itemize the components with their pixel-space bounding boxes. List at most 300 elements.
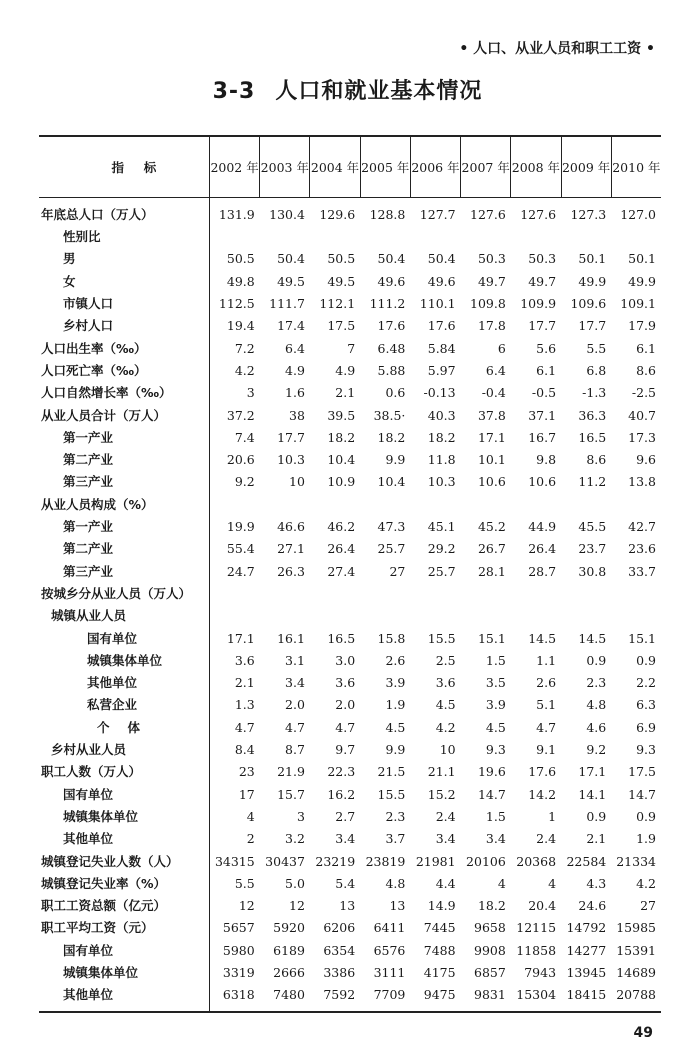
value-cell: 8.6 [636, 362, 656, 378]
value-cell: 3.4 [485, 831, 506, 847]
value-cell [210, 226, 260, 248]
value-cell: 0.9 [586, 808, 607, 824]
value-cell: 6.8 [586, 362, 607, 378]
value-cell: 17.3 [628, 429, 656, 445]
value-cell: 109.9 [520, 296, 557, 312]
value-cell: 2666 [273, 964, 305, 980]
value-cell: 26.4 [327, 541, 356, 557]
value-cell: 9908 [474, 942, 506, 958]
table-row [39, 695, 661, 717]
value-cell: 4.7 [210, 717, 260, 739]
value-cell: 27 [640, 898, 656, 914]
value-cell: 40.3 [427, 407, 456, 423]
table-row [39, 226, 661, 248]
value-cell: 6857 [474, 964, 506, 980]
value-cell [410, 494, 460, 516]
value-cell [360, 226, 410, 248]
value-cell: 2 [210, 828, 260, 850]
table-row [39, 628, 661, 650]
value-cell: 129.6 [319, 206, 356, 222]
value-cell: 111.2 [369, 296, 406, 312]
value-cell: 4.9 [285, 362, 305, 378]
table-row [39, 427, 661, 449]
value-cell: 9831 [461, 984, 511, 1011]
value-cell: 19.4 [210, 315, 260, 337]
value-cell: 16.5 [578, 429, 607, 445]
value-cell [210, 583, 260, 605]
value-cell: 2.5 [435, 652, 456, 668]
value-cell: 49.5 [327, 273, 356, 289]
value-cell: -1.3 [582, 385, 607, 401]
value-cell: 6411 [373, 920, 406, 936]
value-cell: 23819 [365, 853, 406, 869]
value-cell: 23219 [315, 853, 356, 869]
value-cell: 14.7 [628, 786, 656, 802]
data-table [39, 135, 661, 1013]
value-cell: 10.4 [327, 452, 356, 468]
value-cell: 1.9 [636, 831, 656, 847]
value-cell: 50.3 [528, 251, 557, 267]
table-row [39, 472, 661, 494]
table-number: 3-3 [212, 79, 256, 104]
value-cell: 50.3 [477, 251, 506, 267]
value-cell: 46.6 [277, 519, 305, 535]
table-row [39, 293, 661, 315]
value-cell: 3.5 [485, 675, 506, 691]
value-cell: 10.1 [477, 452, 506, 468]
value-cell: 55.4 [210, 538, 260, 560]
value-cell: 9.1 [536, 742, 557, 758]
value-cell: 7709 [360, 984, 410, 1011]
value-cell: 14.9 [427, 898, 456, 914]
table-row [39, 516, 661, 538]
value-cell: 14.7 [477, 786, 506, 802]
table-row [39, 198, 661, 227]
value-cell: 3111 [373, 964, 406, 980]
value-cell: 17.5 [628, 764, 656, 780]
row-label: 其他单位 [63, 831, 114, 847]
value-cell [260, 605, 310, 627]
value-cell: 49.5 [277, 273, 305, 289]
value-cell: 46.2 [327, 519, 356, 535]
value-cell: 20.6 [210, 449, 260, 471]
value-cell: 17.7 [578, 318, 607, 334]
running-header: • 人口、从业人员和职工工资 • [459, 41, 655, 57]
value-cell: 7445 [423, 920, 456, 936]
row-label: 乡村从业人员 [51, 742, 127, 758]
value-cell: 47.3 [377, 519, 406, 535]
value-cell: 3.9 [485, 697, 506, 713]
value-cell: 38 [289, 407, 305, 423]
value-cell: 21.9 [277, 764, 305, 780]
value-cell: 9.9 [385, 452, 406, 468]
value-cell: 4.7 [536, 719, 557, 735]
value-cell [410, 583, 460, 605]
value-cell: 3 [296, 808, 305, 824]
value-cell: 3.7 [385, 831, 406, 847]
value-cell: 49.9 [578, 273, 607, 289]
row-label: 第二产业 [63, 452, 114, 468]
value-cell: 14.2 [528, 786, 557, 802]
value-cell: 6206 [323, 920, 356, 936]
value-cell: 3.0 [335, 652, 356, 668]
value-cell: 10.6 [528, 474, 557, 490]
value-cell: 18.2 [427, 429, 456, 445]
value-cell: 17.5 [327, 318, 356, 334]
value-cell [210, 605, 260, 627]
table-row [39, 784, 661, 806]
value-cell: 4 [497, 875, 506, 891]
value-cell: 15391 [616, 942, 656, 958]
year-header: 2010 年 [611, 136, 661, 198]
value-cell [611, 494, 661, 516]
value-cell: 22.3 [327, 764, 356, 780]
value-cell: 49.8 [210, 271, 260, 293]
value-cell: 2.6 [536, 675, 557, 691]
row-label: 城镇集体单位 [63, 964, 139, 980]
table-row [39, 271, 661, 293]
value-cell: 6 [497, 340, 506, 356]
value-cell: 6318 [210, 984, 260, 1011]
value-cell: 10 [289, 474, 305, 490]
value-cell: 45.5 [578, 519, 607, 535]
value-cell [511, 494, 561, 516]
row-label: 个体 [97, 719, 159, 735]
value-cell: 10.3 [427, 474, 456, 490]
value-cell: 3.4 [285, 675, 305, 691]
value-cell: 2.0 [285, 697, 305, 713]
value-cell [260, 494, 310, 516]
value-cell: 15985 [616, 920, 656, 936]
table-row [39, 605, 661, 627]
value-cell [461, 226, 511, 248]
value-cell [410, 226, 460, 248]
value-cell: 8.7 [285, 742, 305, 758]
value-cell: 20.4 [528, 898, 557, 914]
value-cell [310, 605, 360, 627]
value-cell: 16.1 [277, 630, 305, 646]
value-cell: 14.1 [578, 786, 607, 802]
row-label: 职工平均工资（元） [41, 920, 154, 936]
value-cell: 20368 [516, 853, 557, 869]
value-cell [461, 583, 511, 605]
value-cell: 14.5 [528, 630, 557, 646]
value-cell: 2.1 [586, 831, 607, 847]
value-cell: 6189 [273, 942, 305, 958]
value-cell: 20788 [611, 984, 661, 1011]
value-cell [360, 605, 410, 627]
value-cell: 19.9 [210, 516, 260, 538]
row-label: 年底总人口（万人） [41, 206, 154, 222]
year-header: 2003 年 [260, 136, 310, 198]
value-cell: 0.9 [636, 652, 656, 668]
value-cell: 5.5 [586, 340, 607, 356]
row-label: 从业人员合计（万人） [41, 407, 167, 423]
value-cell: 12 [289, 898, 305, 914]
value-cell: 38.5· [373, 407, 406, 423]
row-label: 第三产业 [63, 563, 114, 579]
value-cell: 27.1 [277, 541, 305, 557]
value-cell: 6354 [323, 942, 356, 958]
value-cell [511, 226, 561, 248]
value-cell: 17.9 [628, 318, 656, 334]
value-cell: 10.9 [327, 474, 356, 490]
value-cell: 4 [548, 875, 557, 891]
value-cell: 0.9 [636, 808, 656, 824]
value-cell: 7 [347, 340, 356, 356]
value-cell: 109.1 [620, 296, 656, 312]
value-cell: 3.2 [285, 831, 305, 847]
value-cell [561, 583, 611, 605]
value-cell [260, 226, 310, 248]
value-cell: 5.5 [210, 873, 260, 895]
value-cell: 9.7 [335, 742, 356, 758]
value-cell: 109.8 [470, 296, 506, 312]
value-cell: 50.1 [628, 251, 656, 267]
value-cell: 2.2 [636, 675, 656, 691]
value-cell: 4.5 [385, 719, 406, 735]
value-cell: 2.3 [586, 675, 607, 691]
value-cell: 14792 [566, 920, 607, 936]
value-cell: 18.2 [477, 898, 506, 914]
table-row [39, 449, 661, 471]
row-label: 人口自然增长率（‰） [41, 385, 172, 401]
value-cell: 29.2 [427, 541, 456, 557]
value-cell: 5657 [210, 918, 260, 940]
value-cell: 3.4 [335, 831, 356, 847]
value-cell: 15.8 [377, 630, 406, 646]
table-title: 人口和就业基本情况 [275, 79, 483, 104]
row-label: 女 [63, 273, 76, 289]
value-cell: 27 [389, 563, 406, 579]
value-cell: 15.1 [628, 630, 656, 646]
value-cell: 3.6 [210, 650, 260, 672]
value-cell [310, 583, 360, 605]
value-cell: 21.1 [427, 764, 456, 780]
table-row [39, 583, 661, 605]
value-cell: 6.4 [485, 362, 506, 378]
value-cell: 6.4 [285, 340, 305, 356]
value-cell: 13.8 [628, 474, 656, 490]
value-cell: 50.4 [427, 251, 456, 267]
value-cell: 28.7 [528, 563, 557, 579]
value-cell: 30.8 [578, 563, 607, 579]
value-cell: 4 [210, 806, 260, 828]
value-cell: 17.6 [528, 764, 557, 780]
row-label: 按城乡分从业人员（万人） [41, 585, 192, 601]
value-cell: 2.1 [210, 672, 260, 694]
value-cell: 127.6 [520, 206, 557, 222]
value-cell: 2.4 [536, 831, 557, 847]
table-row [39, 962, 661, 984]
value-cell: 37.1 [528, 407, 557, 423]
value-cell: 17.8 [477, 318, 506, 334]
value-cell: 1.5 [485, 808, 506, 824]
value-cell: 13 [339, 898, 356, 914]
table-row [39, 895, 661, 917]
year-header: 2002 年 [210, 136, 260, 198]
row-label: 性别比 [63, 229, 101, 245]
value-cell: 9475 [410, 984, 460, 1011]
value-cell: 5.0 [285, 875, 305, 891]
value-cell: 18.2 [377, 429, 406, 445]
value-cell: 9.3 [636, 742, 656, 758]
value-cell: 3.1 [285, 652, 305, 668]
value-cell: 6.1 [536, 362, 557, 378]
table-row [39, 984, 661, 1011]
value-cell [611, 583, 661, 605]
value-cell: 10.4 [377, 474, 406, 490]
table-row [39, 360, 661, 382]
value-cell: 4.4 [435, 875, 456, 891]
row-label: 城镇登记失业率（%） [41, 875, 167, 891]
table-row [39, 405, 661, 427]
page-title [0, 74, 695, 105]
value-cell: 109.6 [570, 296, 607, 312]
table-body [39, 198, 661, 1012]
row-label: 国有单位 [87, 630, 138, 646]
value-cell: 4.2 [210, 360, 260, 382]
value-cell: 4.2 [435, 719, 456, 735]
value-cell: 4.6 [586, 719, 607, 735]
value-cell: 5920 [273, 920, 305, 936]
row-label: 私营企业 [87, 697, 138, 713]
value-cell: 3.4 [435, 831, 456, 847]
value-cell: 127.7 [419, 206, 456, 222]
value-cell: 26.3 [277, 563, 305, 579]
value-cell [360, 583, 410, 605]
row-label: 城镇登记失业人数（人） [41, 853, 179, 869]
table-row [39, 249, 661, 271]
value-cell: 1.5 [485, 652, 506, 668]
row-label: 城镇从业人员 [51, 608, 127, 624]
value-cell: 44.9 [528, 519, 557, 535]
year-header: 2008 年 [511, 136, 561, 198]
table-row [39, 918, 661, 940]
value-cell: 2.0 [335, 697, 356, 713]
value-cell: 127.6 [470, 206, 506, 222]
value-cell: 1.9 [385, 697, 406, 713]
value-cell: 4.5 [435, 697, 456, 713]
year-header: 2006 年 [410, 136, 460, 198]
table-row [39, 315, 661, 337]
year-header: 2005 年 [360, 136, 410, 198]
value-cell: 23.7 [578, 541, 607, 557]
value-cell: 5.97 [427, 362, 456, 378]
value-cell: 5.1 [536, 697, 557, 713]
value-cell: 18415 [561, 984, 611, 1011]
row-label: 第二产业 [63, 541, 114, 557]
value-cell: 14689 [616, 964, 656, 980]
value-cell [310, 494, 360, 516]
table-row [39, 806, 661, 828]
value-cell: 2.7 [335, 808, 356, 824]
value-cell [461, 605, 511, 627]
value-cell: 127.3 [570, 206, 607, 222]
value-cell: 19.6 [477, 764, 506, 780]
value-cell: 26.7 [477, 541, 506, 557]
row-label: 人口死亡率（‰） [41, 362, 147, 378]
value-cell: 5.4 [335, 875, 356, 891]
value-cell: 50.4 [377, 251, 406, 267]
value-cell: 37.2 [210, 405, 260, 427]
value-cell: 15304 [511, 984, 561, 1011]
value-cell: 15.5 [427, 630, 456, 646]
value-cell: 7943 [524, 964, 557, 980]
value-cell: 25.7 [427, 563, 456, 579]
row-label: 国有单位 [63, 942, 114, 958]
value-cell: 23.6 [628, 541, 656, 557]
value-cell: 7.4 [210, 427, 260, 449]
value-cell: 9.2 [586, 742, 607, 758]
value-cell [511, 605, 561, 627]
value-cell: 15.5 [377, 786, 406, 802]
value-cell: 110.1 [419, 296, 456, 312]
value-cell [611, 226, 661, 248]
value-cell [210, 494, 260, 516]
value-cell: 4.8 [385, 875, 406, 891]
value-cell: 5.6 [536, 340, 557, 356]
value-cell: 50.5 [327, 251, 356, 267]
value-cell: 5.88 [377, 362, 406, 378]
value-cell: 40.7 [628, 407, 656, 423]
table-row [39, 338, 661, 360]
row-label: 乡村人口 [63, 318, 114, 334]
row-label: 第三产业 [63, 474, 114, 490]
value-cell: 49.6 [427, 273, 456, 289]
value-cell: 34315 [210, 851, 260, 873]
table-row [39, 739, 661, 761]
value-cell: 128.8 [369, 206, 406, 222]
value-cell: 16.2 [327, 786, 356, 802]
value-cell: 112.1 [319, 296, 356, 312]
table-row [39, 940, 661, 962]
row-label: 人口出生率（‰） [41, 340, 147, 356]
value-cell: 17.6 [427, 318, 456, 334]
value-cell: 17.1 [210, 628, 260, 650]
value-cell: 10.6 [477, 474, 506, 490]
value-cell: 7488 [423, 942, 456, 958]
row-label: 城镇集体单位 [63, 808, 139, 824]
value-cell: 3.9 [385, 675, 406, 691]
table-row [39, 494, 661, 516]
value-cell: 6.48 [377, 340, 406, 356]
value-cell [561, 605, 611, 627]
value-cell: -0.13 [423, 385, 456, 401]
value-cell: 1.1 [536, 652, 557, 668]
table-row [39, 717, 661, 739]
indicator-header [39, 136, 210, 198]
value-cell: 11.2 [578, 474, 607, 490]
row-label: 市镇人口 [63, 296, 114, 312]
value-cell: 130.4 [269, 206, 305, 222]
value-cell: 39.5 [327, 407, 356, 423]
value-cell: 9658 [474, 920, 506, 936]
value-cell: 18.2 [327, 429, 356, 445]
value-cell: 2.6 [385, 652, 406, 668]
value-cell: 112.5 [210, 293, 260, 315]
value-cell [611, 605, 661, 627]
value-cell: 4.8 [586, 697, 607, 713]
value-cell: 5980 [210, 940, 260, 962]
value-cell: 6576 [373, 942, 406, 958]
value-cell: 0.9 [586, 652, 607, 668]
value-cell: 1.6 [285, 385, 305, 401]
value-cell: 7592 [310, 984, 360, 1011]
value-cell: 21981 [415, 853, 456, 869]
value-cell: 33.7 [628, 563, 656, 579]
value-cell: 23 [210, 761, 260, 783]
